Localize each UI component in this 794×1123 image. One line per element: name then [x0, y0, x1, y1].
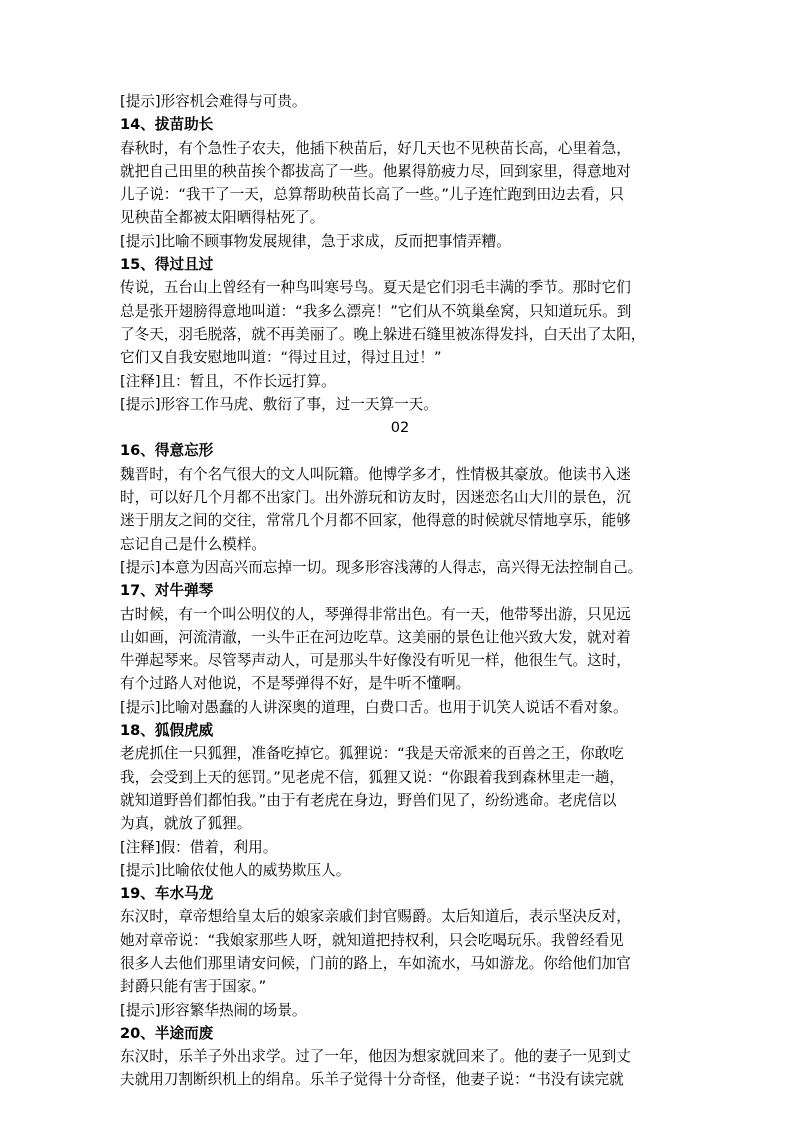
- body-line: 古时候，有一个叫公明仪的人，琴弹得非常出色。有一天，他带琴出游，只见远: [120, 605, 631, 623]
- body-line: 老虎抓住一只狐狸，准备吃掉它。狐狸说：“我是天帝派来的百兽之王，你敢吃: [120, 745, 624, 763]
- idiom-heading: 20、半途而废: [120, 1024, 214, 1042]
- body-line: [提示]本意为因高兴而忘掉一切。现多形容浅薄的人得志，高兴得无法控制自己。: [120, 558, 643, 576]
- body-line: 时，可以好几个月都不出家门。出外游玩和访友时，因迷恋名山大川的景色，沉: [120, 489, 631, 507]
- document-page: [120, 90, 680, 1092]
- body-line: 东汉时，乐羊子外出求学。过了一年，他因为想家就回来了。他的妻子一见到丈: [120, 1048, 631, 1066]
- body-line: 封爵只能有害于国家。”: [120, 978, 267, 996]
- body-line: 很多人去他们那里请安问候，门前的路上，车如流水，马如游龙。你给他们加官: [120, 954, 631, 972]
- body-line: 总是张开翅膀得意地叫道：“我多么漂亮！”它们从不筑巢垒窝，只知道玩乐。到: [120, 302, 632, 320]
- idiom-heading: 17、对牛弹琴: [120, 582, 214, 600]
- body-line: 就知道野兽们都怕我。”由于有老虎在身边，野兽们见了，纷纷逃命。老虎信以: [120, 791, 617, 809]
- idiom-heading: 14、拔苗助长: [120, 116, 214, 134]
- body-line: [提示]比喻依仗他人的威势欺压人。: [120, 861, 351, 879]
- body-line: 她对章帝说：“我娘家那些人呀，就知道把持权利，只会吃喝玩乐。我曾经看见: [120, 931, 624, 949]
- body-line: 山如画，河流清澈，一头牛正在河边吃草。这美丽的景色让他兴致大发，就对着: [120, 628, 631, 646]
- body-line: 它们又自我安慰地叫道：“得过且过，得过且过！”: [120, 349, 442, 367]
- body-line: 为真，就放了狐狸。: [120, 815, 252, 833]
- body-line: 忘记自己是什么模样。: [120, 535, 266, 553]
- body-line: [提示]比喻对愚蠢的人讲深奥的道理，白费口舌。也用于讥笑人说话不看对象。: [120, 698, 628, 716]
- body-line: 我，会受到上天的惩罚。”见老虎不信，狐狸又说：“你跟着我到森林里走一趟，: [120, 768, 625, 786]
- body-line: 夫就用刀割断织机上的绢帛。乐羊子觉得十分奇怪，他妻子说：“书没有读完就: [120, 1071, 624, 1089]
- body-line: [提示]形容繁华热闹的场景。: [120, 1001, 307, 1019]
- idiom-heading: 15、得过且过: [120, 256, 214, 274]
- body-line: 见秧苗全都被太阳晒得枯死了。: [120, 209, 325, 227]
- body-line: 就把自己田里的秧苗挨个都拔高了一些。他累得筋疲力尽，回到家里，得意地对: [120, 162, 631, 180]
- body-line: [提示]形容机会难得与可贵。: [120, 93, 307, 110]
- page-number: 02: [390, 419, 410, 437]
- body-line: 东汉时，章帝想给皇太后的娘家亲戚们封官赐爵。太后知道后，表示坚决反对，: [120, 908, 631, 926]
- body-line: 魏晋时，有个名气很大的文人叫阮籍。他博学多才，性情极其豪放。他读书入迷: [120, 465, 631, 483]
- body-line: [注释]假：借着，利用。: [120, 838, 278, 856]
- body-line: 儿子说：“我干了一天，总算帮助秧苗长高了一些。”儿子连忙跑到田边去看，只: [120, 186, 625, 204]
- idiom-heading: 18、狐假虎威: [120, 722, 214, 740]
- body-line: 春秋时，有个急性子农夫，他插下秧苗后，好几天也不见秧苗长高，心里着急，: [120, 139, 631, 157]
- body-line: [提示]比喻不顾事物发展规律，急于求成，反而把事情弄糟。: [120, 232, 511, 250]
- body-line: 迷于朋友之间的交往，常常几个月都不回家，他得意的时候就尽情地享乐，能够: [120, 512, 631, 530]
- idiom-heading: 19、车水马龙: [120, 885, 214, 903]
- body-line: 牛弹起琴来。尽管琴声动人，可是那头牛好像没有听见一样，他很生气。这时，: [120, 652, 631, 670]
- body-line: [提示]形容工作马虎、敷衍了事，过一天算一天。: [120, 395, 438, 413]
- body-line: 有个过路人对他说，不是琴弹得不好，是牛听不懂啊。: [120, 675, 471, 693]
- body-line: 传说，五台山上曾经有一种鸟叫寒号鸟。夏天是它们羽毛丰满的季节。那时它们: [120, 279, 631, 297]
- idiom-heading: 16、得意忘形: [120, 442, 214, 460]
- body-line: 了冬天，羽毛脱落，就不再美丽了。晚上躲进石缝里被冻得发抖，白天出了太阳，: [120, 325, 646, 343]
- body-line: [注释]且：暂且，不作长远打算。: [120, 372, 336, 390]
